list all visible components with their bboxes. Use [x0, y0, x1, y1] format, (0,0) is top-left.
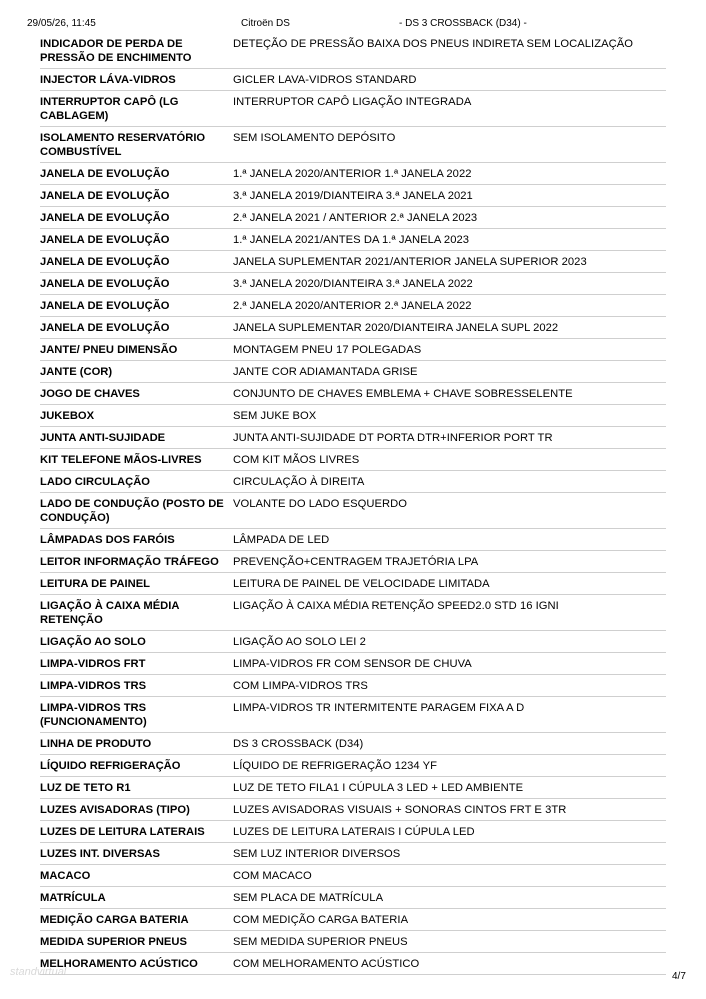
- spec-name: JANELA DE EVOLUÇÃO: [40, 317, 233, 339]
- spec-value: CONJUNTO DE CHAVES EMBLEMA + CHAVE SOBRESSELENTE: [233, 383, 666, 405]
- table-row: [40, 493, 666, 529]
- spec-name: MELHORAMENTO ACÚSTICO: [40, 953, 233, 975]
- spec-name: JUKEBOX: [40, 405, 233, 427]
- spec-value: DS 3 CROSSBACK (D34): [233, 733, 666, 755]
- spec-value: LUZ DE TETO FILA1 I CÚPULA 3 LED + LED AMBIENTE: [233, 777, 666, 799]
- table-row: [40, 33, 666, 69]
- spec-name: LIMPA-VIDROS TRS (FUNCIONAMENTO): [40, 697, 233, 733]
- spec-value: SEM JUKE BOX: [233, 405, 666, 427]
- spec-value: MONTAGEM PNEU 17 POLEGADAS: [233, 339, 666, 361]
- page-number: 4/7: [672, 971, 686, 982]
- spec-name: KIT TELEFONE MÃOS-LIVRES: [40, 449, 233, 471]
- table-row: [40, 339, 666, 361]
- print-header: [0, 0, 706, 30]
- spec-value: JANELA SUPLEMENTAR 2020/DIANTEIRA JANELA SUPL 2022: [233, 317, 666, 339]
- print-datetime: 29/05/26, 11:45: [27, 18, 96, 29]
- spec-name: LIMPA-VIDROS FRT: [40, 653, 233, 675]
- spec-name: LUZES DE LEITURA LATERAIS: [40, 821, 233, 843]
- spec-name: LINHA DE PRODUTO: [40, 733, 233, 755]
- spec-value: LIGAÇÃO AO SOLO LEI 2: [233, 631, 666, 653]
- table-row: [40, 405, 666, 427]
- spec-value: LUZES DE LEITURA LATERAIS I CÚPULA LED: [233, 821, 666, 843]
- spec-name: JUNTA ANTI-SUJIDADE: [40, 427, 233, 449]
- spec-value: CIRCULAÇÃO À DIREITA: [233, 471, 666, 493]
- spec-value: COM MACACO: [233, 865, 666, 887]
- table-row: [40, 427, 666, 449]
- spec-value: LUZES AVISADORAS VISUAIS + SONORAS CINTOS FRT E 3TR: [233, 799, 666, 821]
- table-row: [40, 207, 666, 229]
- table-row: [40, 697, 666, 733]
- spec-value: SEM MEDIDA SUPERIOR PNEUS: [233, 931, 666, 953]
- spec-name: LIGAÇÃO AO SOLO: [40, 631, 233, 653]
- spec-name: MEDIÇÃO CARGA BATERIA: [40, 909, 233, 931]
- spec-name: MATRÍCULA: [40, 887, 233, 909]
- spec-value: LIGAÇÃO À CAIXA MÉDIA RETENÇÃO SPEED2.0 STD 16 IGNI: [233, 595, 666, 631]
- table-row: [40, 69, 666, 91]
- spec-name: LÂMPADAS DOS FARÓIS: [40, 529, 233, 551]
- watermark-logo: standvirtual: [10, 966, 67, 978]
- spec-name: JOGO DE CHAVES: [40, 383, 233, 405]
- table-row: [40, 799, 666, 821]
- spec-name: JANELA DE EVOLUÇÃO: [40, 273, 233, 295]
- table-row: [40, 675, 666, 697]
- table-row: [40, 843, 666, 865]
- table-row: [40, 163, 666, 185]
- spec-name: MACACO: [40, 865, 233, 887]
- spec-value: LÂMPADA DE LED: [233, 529, 666, 551]
- table-row: [40, 777, 666, 799]
- table-row: [40, 317, 666, 339]
- spec-name: INDICADOR DE PERDA DE PRESSÃO DE ENCHIMENTO: [40, 33, 233, 69]
- spec-name: INJECTOR LÁVA-VIDROS: [40, 69, 233, 91]
- table-row: [40, 953, 666, 975]
- table-row: [40, 865, 666, 887]
- spec-name: LEITURA DE PAINEL: [40, 573, 233, 595]
- spec-value: JANTE COR ADIAMANTADA GRISE: [233, 361, 666, 383]
- spec-name: JANTE/ PNEU DIMENSÃO: [40, 339, 233, 361]
- spec-name: LADO CIRCULAÇÃO: [40, 471, 233, 493]
- spec-value: INTERRUPTOR CAPÔ LIGAÇÃO INTEGRADA: [233, 91, 666, 127]
- table-row: [40, 229, 666, 251]
- table-row: [40, 295, 666, 317]
- print-brand: Citroën DS: [241, 18, 290, 29]
- spec-name: JANELA DE EVOLUÇÃO: [40, 251, 233, 273]
- spec-value: PREVENÇÃO+CENTRAGEM TRAJETÓRIA LPA: [233, 551, 666, 573]
- spec-value: LIMPA-VIDROS FR COM SENSOR DE CHUVA: [233, 653, 666, 675]
- table-row: [40, 733, 666, 755]
- spec-value: 2.ª JANELA 2021 / ANTERIOR 2.ª JANELA 2023: [233, 207, 666, 229]
- spec-name: LADO DE CONDUÇÃO (POSTO DE CONDUÇÃO): [40, 493, 233, 529]
- spec-name: JANELA DE EVOLUÇÃO: [40, 163, 233, 185]
- spec-name: JANELA DE EVOLUÇÃO: [40, 207, 233, 229]
- table-row: [40, 595, 666, 631]
- table-row: [40, 471, 666, 493]
- spec-value: JUNTA ANTI-SUJIDADE DT PORTA DTR+INFERIOR PORT TR: [233, 427, 666, 449]
- spec-value: VOLANTE DO LADO ESQUERDO: [233, 493, 666, 529]
- table-row: [40, 631, 666, 653]
- spec-name: LIMPA-VIDROS TRS: [40, 675, 233, 697]
- spec-value: SEM ISOLAMENTO DEPÓSITO: [233, 127, 666, 163]
- table-row: [40, 887, 666, 909]
- table-row: [40, 251, 666, 273]
- spec-name: JANTE (COR): [40, 361, 233, 383]
- spec-name: JANELA DE EVOLUÇÃO: [40, 185, 233, 207]
- table-row: [40, 383, 666, 405]
- specifications-body: [40, 33, 666, 975]
- spec-value: SEM LUZ INTERIOR DIVERSOS: [233, 843, 666, 865]
- spec-name: LUZES INT. DIVERSAS: [40, 843, 233, 865]
- table-row: [40, 931, 666, 953]
- table-row: [40, 361, 666, 383]
- table-row: [40, 185, 666, 207]
- table-row: [40, 909, 666, 931]
- table-row: [40, 821, 666, 843]
- spec-value: 3.ª JANELA 2020/DIANTEIRA 3.ª JANELA 2022: [233, 273, 666, 295]
- spec-value: 2.ª JANELA 2020/ANTERIOR 2.ª JANELA 2022: [233, 295, 666, 317]
- spec-value: GICLER LAVA-VIDROS STANDARD: [233, 69, 666, 91]
- spec-value: SEM PLACA DE MATRÍCULA: [233, 887, 666, 909]
- spec-value: DETEÇÃO DE PRESSÃO BAIXA DOS PNEUS INDIRETA SEM LOCALIZAÇÃO: [233, 33, 666, 69]
- table-row: [40, 273, 666, 295]
- table-row: [40, 653, 666, 675]
- spec-name: LUZ DE TETO R1: [40, 777, 233, 799]
- print-doc-title: - DS 3 CROSSBACK (D34) -: [399, 18, 527, 29]
- spec-name: MEDIDA SUPERIOR PNEUS: [40, 931, 233, 953]
- spec-value: 1.ª JANELA 2020/ANTERIOR 1.ª JANELA 2022: [233, 163, 666, 185]
- spec-value: LEITURA DE PAINEL DE VELOCIDADE LIMITADA: [233, 573, 666, 595]
- spec-name: ISOLAMENTO RESERVATÓRIO COMBUSTÍVEL: [40, 127, 233, 163]
- table-row: [40, 551, 666, 573]
- spec-value: COM MEDIÇÃO CARGA BATERIA: [233, 909, 666, 931]
- table-row: [40, 529, 666, 551]
- spec-value: 3.ª JANELA 2019/DIANTEIRA 3.ª JANELA 2021: [233, 185, 666, 207]
- spec-value: COM KIT MÃOS LIVRES: [233, 449, 666, 471]
- spec-name: JANELA DE EVOLUÇÃO: [40, 229, 233, 251]
- table-row: [40, 449, 666, 471]
- spec-value: COM LIMPA-VIDROS TRS: [233, 675, 666, 697]
- spec-name: LÍQUIDO REFRIGERAÇÃO: [40, 755, 233, 777]
- spec-name: LUZES AVISADORAS (TIPO): [40, 799, 233, 821]
- spec-value: 1.ª JANELA 2021/ANTES DA 1.ª JANELA 2023: [233, 229, 666, 251]
- spec-value: LÍQUIDO DE REFRIGERAÇÃO 1234 YF: [233, 755, 666, 777]
- spec-value: COM MELHORAMENTO ACÚSTICO: [233, 953, 666, 975]
- table-row: [40, 573, 666, 595]
- spec-name: LIGAÇÃO À CAIXA MÉDIA RETENÇÃO: [40, 595, 233, 631]
- spec-name: INTERRUPTOR CAPÔ (LG CABLAGEM): [40, 91, 233, 127]
- specifications-table: [40, 33, 666, 975]
- table-row: [40, 127, 666, 163]
- spec-name: LEITOR INFORMAÇÃO TRÁFEGO: [40, 551, 233, 573]
- spec-value: LIMPA-VIDROS TR INTERMITENTE PARAGEM FIXA A D: [233, 697, 666, 733]
- table-row: [40, 755, 666, 777]
- table-row: [40, 91, 666, 127]
- spec-value: JANELA SUPLEMENTAR 2021/ANTERIOR JANELA SUPERIOR 2023: [233, 251, 666, 273]
- spec-name: JANELA DE EVOLUÇÃO: [40, 295, 233, 317]
